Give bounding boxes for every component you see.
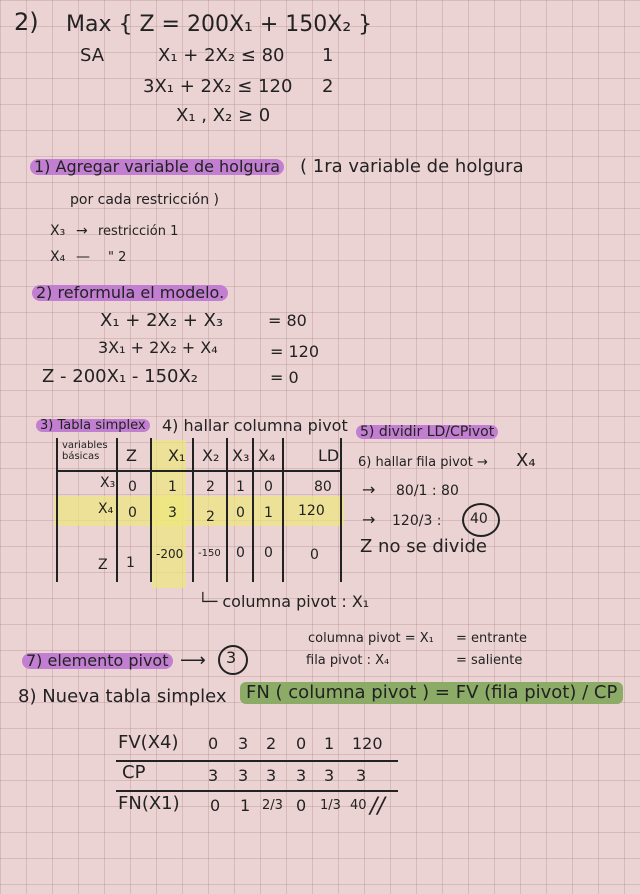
pivot-element-value: 3: [226, 648, 237, 667]
header-x4: X₄: [258, 446, 276, 465]
slack-map-2-arrow: —: [76, 249, 90, 265]
basic-vars-header: variables básicas: [62, 440, 108, 462]
new-table-cell: 3: [356, 766, 367, 785]
new-table-cell: 3: [324, 766, 335, 785]
step8-label: 8) Nueva tabla simplex: [18, 686, 227, 707]
step1-note-line2: por cada restricción ): [70, 192, 219, 208]
table-cell: 0: [310, 547, 319, 563]
new-row-formula: FN ( columna pivot ) = FV (fila pivot) / CP: [240, 682, 623, 704]
slack-map-2-text: " 2: [108, 250, 127, 265]
ratio-1-expr: 80/1 : 80: [396, 483, 459, 499]
new-table-rule: [116, 790, 398, 792]
equation-2-lhs: 3X₁ + 2X₂ + X₄: [98, 338, 218, 357]
end-mark: //: [370, 794, 385, 819]
table-cell: 0: [236, 505, 245, 521]
pivot-note-col: columna pivot = X₁: [308, 631, 434, 646]
new-table-cell: 0: [296, 734, 307, 753]
pivot-note-row-role: = saliente: [456, 653, 523, 668]
new-table-cell: 2: [266, 734, 277, 753]
table-cell: 0: [128, 505, 137, 521]
equation-3-rhs: = 0: [270, 368, 299, 387]
row-x3-basic: X₃: [100, 475, 116, 491]
ratio-2-arrow: →: [362, 510, 376, 529]
table-header-rule: [56, 470, 342, 472]
sa-label: SA: [80, 45, 105, 66]
step7-label: 7) elemento pivot: [22, 653, 173, 669]
table-divider: [150, 438, 152, 582]
constraint-1-tag: 1: [322, 45, 334, 66]
table-border-left: [56, 438, 58, 582]
new-table-cell: 2/3: [262, 798, 283, 813]
table-cell: -150: [198, 548, 221, 559]
table-divider: [226, 438, 228, 582]
table-cell: 0: [264, 479, 273, 495]
constraint-1: X₁ + 2X₂ ≤ 80: [158, 45, 285, 66]
pivot-column-label: └─ columna pivot : X₁: [198, 592, 370, 611]
pivot-note-col-role: = entrante: [456, 631, 528, 646]
ratio-2-expr: 120/3 :: [392, 513, 442, 529]
new-table-row-label: FN(X1): [118, 793, 180, 814]
new-table-rule: [116, 760, 398, 762]
header-x1: X₁: [168, 446, 186, 465]
step4-label: 4) hallar columna pivot: [162, 416, 348, 435]
new-table-row-label: FV(X4): [118, 732, 179, 753]
new-table-cell: 0: [296, 796, 307, 815]
new-table-cell: 1/3: [320, 798, 341, 813]
equation-2-rhs: = 120: [270, 342, 320, 361]
new-table-cell: 40: [350, 798, 367, 813]
step5-label: 5) dividir LD/CPivot: [356, 425, 498, 439]
new-table-cell: 3: [208, 766, 219, 785]
slack-map-1-var: X₃: [50, 223, 66, 239]
table-cell: 120: [298, 503, 325, 519]
table-cell: -200: [156, 547, 184, 561]
slack-map-2-var: X₄: [50, 249, 66, 265]
table-cell: 1: [168, 479, 177, 495]
nonnegativity: X₁ , X₂ ≥ 0: [176, 105, 271, 126]
new-table-cell: 120: [352, 734, 383, 753]
step1-note-line1: ( 1ra variable de holgura: [300, 156, 524, 177]
new-table-cell: 0: [210, 796, 221, 815]
slack-map-1-arrow: →: [76, 223, 88, 239]
constraint-2: 3X₁ + 2X₂ ≤ 120: [143, 76, 293, 97]
table-divider: [282, 438, 284, 582]
table-cell: 0: [128, 479, 137, 495]
header-z: Z: [126, 446, 137, 465]
new-table-row-label: CP: [122, 762, 146, 783]
step6-var: X₄: [516, 450, 536, 471]
row-x4-basic: X₄: [98, 501, 114, 517]
table-cell: 1: [264, 505, 273, 521]
header-x2: X₂: [202, 446, 220, 465]
equation-1-rhs: = 80: [268, 311, 307, 330]
problem-number: 2): [14, 8, 39, 36]
header-x3: X₃: [232, 446, 250, 465]
table-cell: 1: [236, 479, 245, 495]
table-cell: 80: [314, 479, 332, 495]
slack-map-1-text: restricción 1: [98, 224, 179, 239]
constraint-2-tag: 2: [322, 76, 334, 97]
step2-title: 2) reformula el modelo.: [32, 285, 228, 301]
step1-title: 1) Agregar variable de holgura: [30, 159, 284, 175]
equation-1-lhs: X₁ + 2X₂ + X₃: [100, 310, 224, 331]
new-table-cell: 3: [238, 734, 249, 753]
min-ratio-value: 40: [470, 511, 488, 527]
table-divider: [116, 438, 118, 582]
table-border-right: [340, 438, 342, 582]
step6-label: 6) hallar fila pivot →: [358, 455, 488, 470]
pivot-note-row: fila pivot : X₄: [306, 653, 390, 668]
table-cell: 0: [236, 545, 245, 561]
z-note: Z no se divide: [360, 536, 487, 557]
table-cell: 2: [206, 509, 215, 525]
step3-label: 3) Tabla simplex: [36, 419, 150, 432]
step7-arrow-icon: ⟶: [180, 650, 206, 671]
equation-3-lhs: Z - 200X₁ - 150X₂: [42, 366, 199, 387]
table-cell: 0: [264, 545, 273, 561]
new-table-cell: 0: [208, 734, 219, 753]
pivot-element-cell: 3: [168, 505, 177, 521]
ratio-1-arrow: →: [362, 480, 376, 499]
new-table-cell: 1: [324, 734, 335, 753]
new-table-cell: 3: [296, 766, 307, 785]
row-z-basic: Z: [98, 557, 108, 573]
header-ld: LD: [318, 446, 340, 465]
objective-function: Max { Z = 200X₁ + 150X₂ }: [66, 12, 373, 37]
new-table-cell: 3: [238, 766, 249, 785]
new-table-cell: 3: [266, 766, 277, 785]
table-cell: 2: [206, 479, 215, 495]
table-divider: [192, 438, 194, 582]
table-cell: 1: [126, 555, 135, 571]
new-table-cell: 1: [240, 796, 251, 815]
table-divider: [252, 438, 254, 582]
